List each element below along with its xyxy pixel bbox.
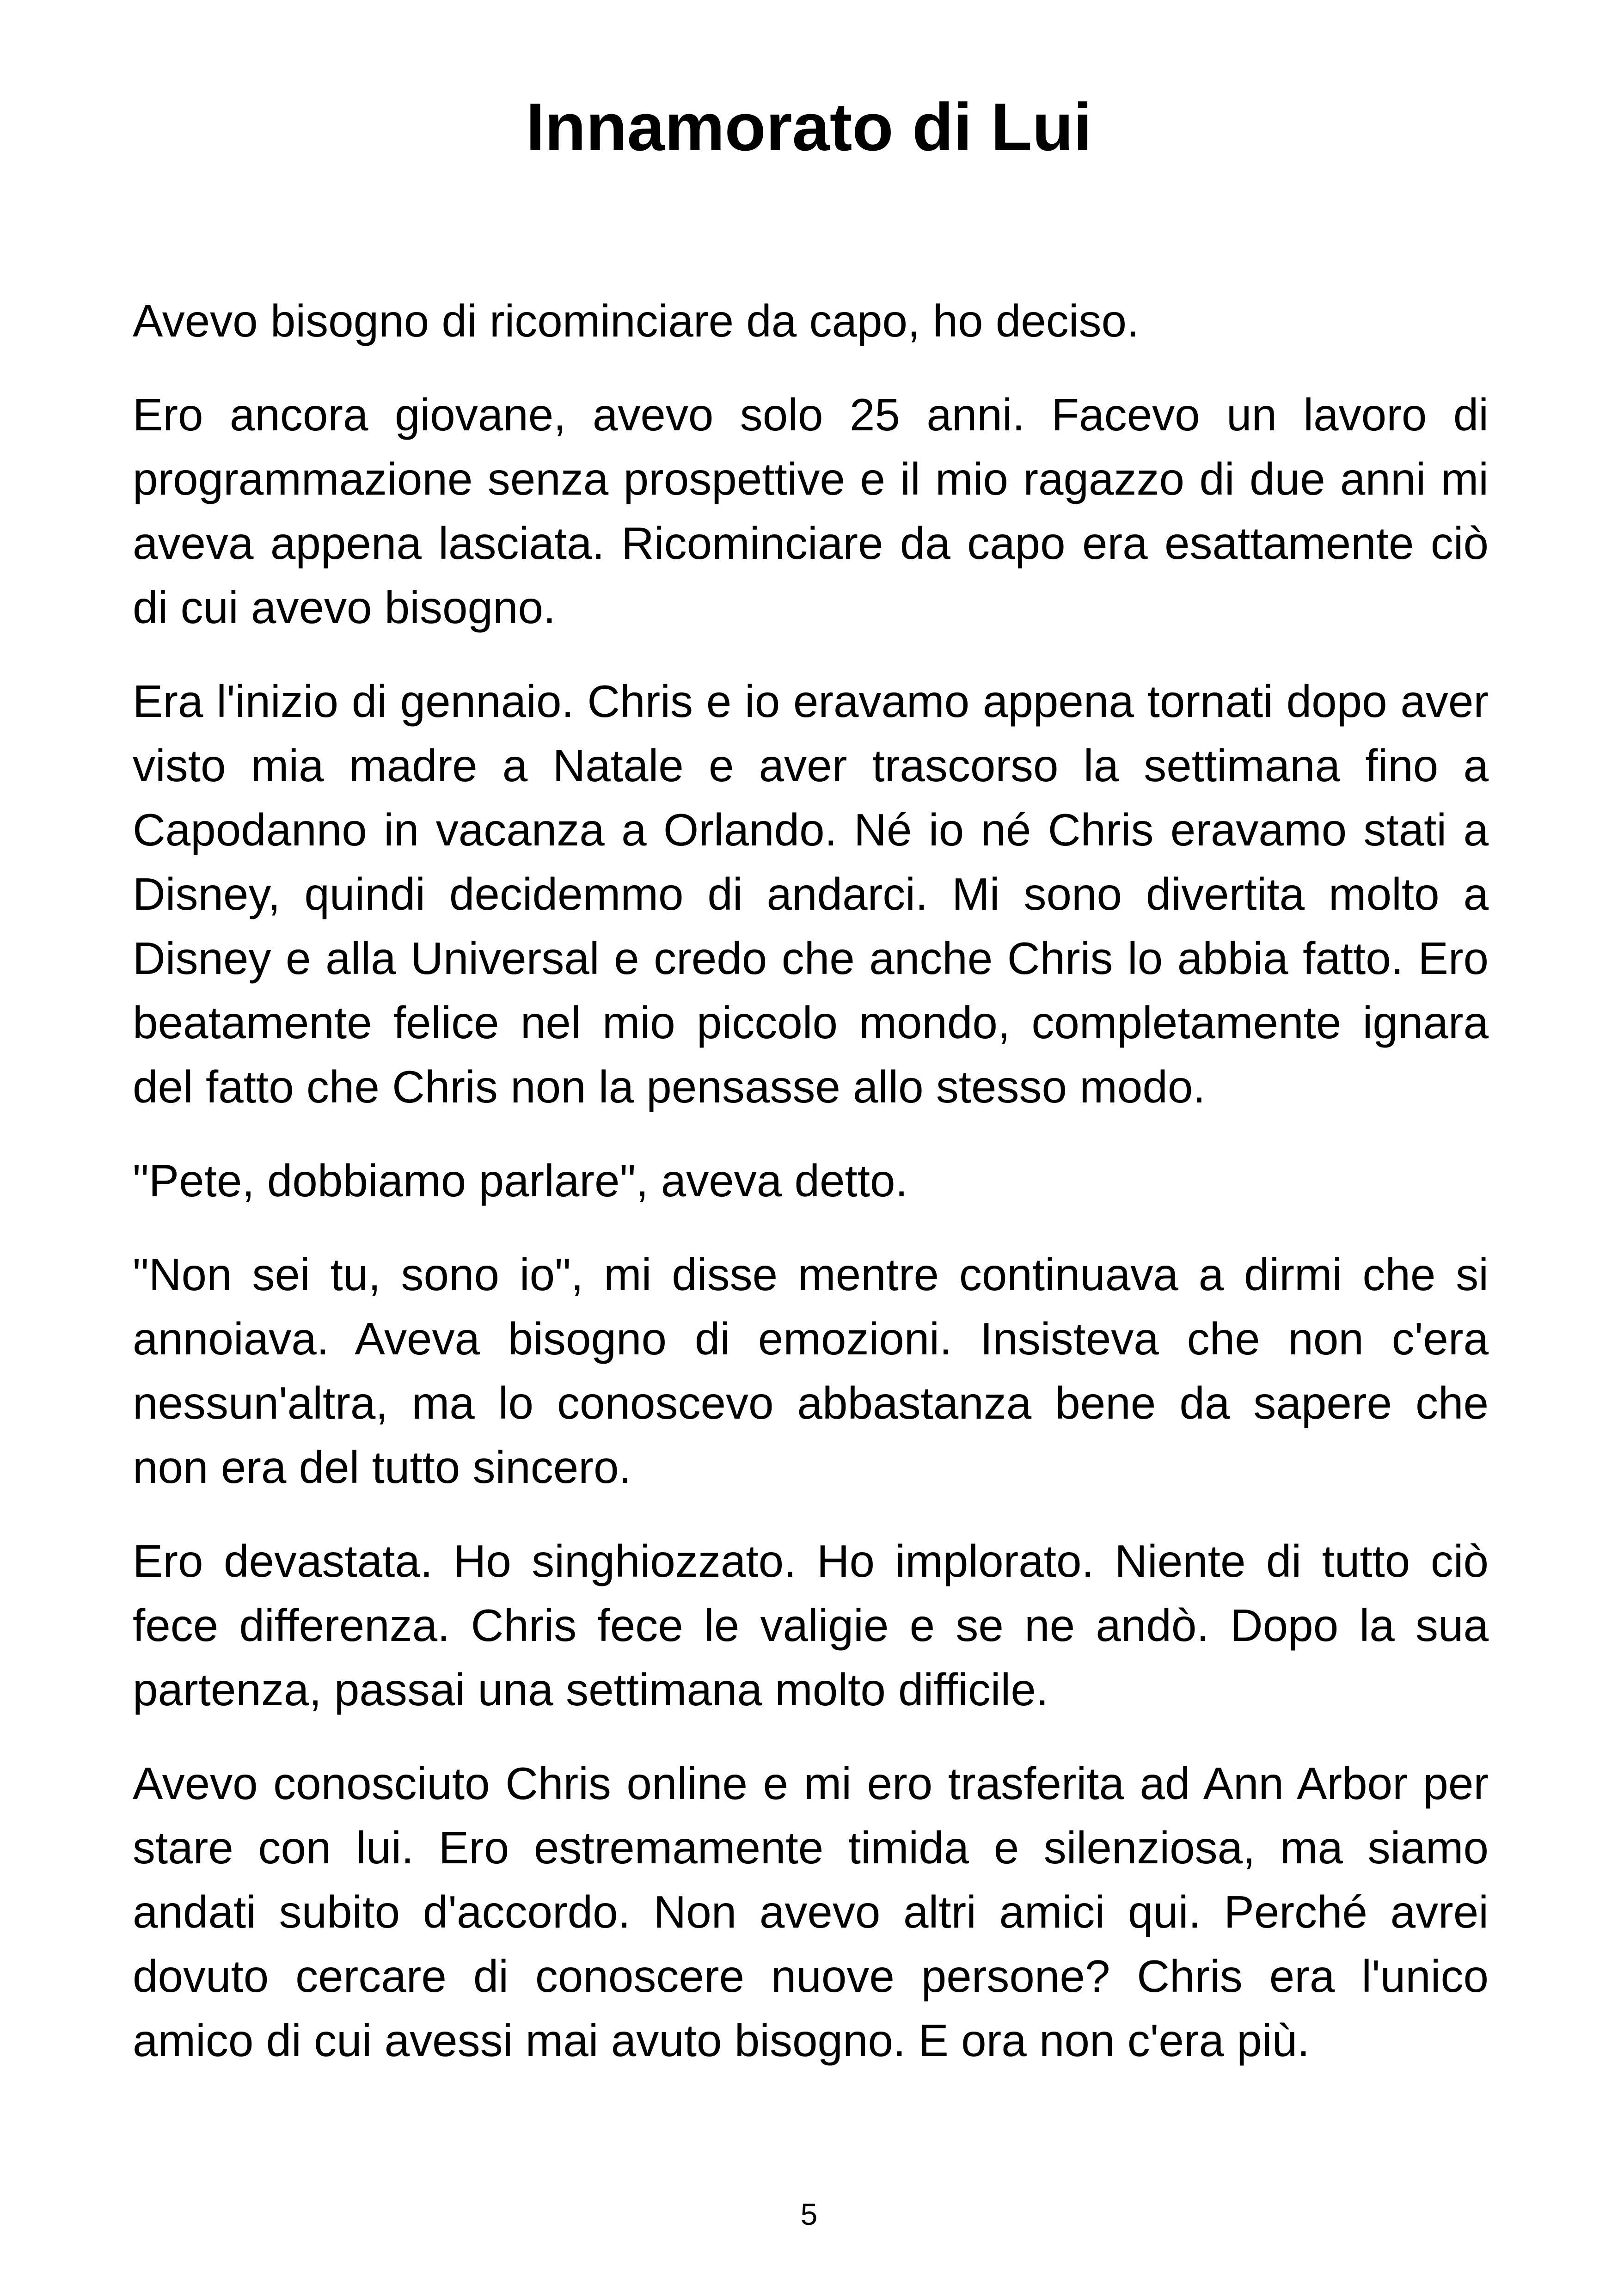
page-number: 5 [800, 2197, 818, 2231]
paragraph-6: Ero devastata. Ho singhiozzato. Ho implorato. Niente di tutto ciò fece differenza. Chris fece le valigie e se ne andò. Dopo la sua partenza, passai una settimana molto difficile. [133, 1536, 1489, 1715]
page-title: Innamorato di Lui [526, 89, 1092, 165]
body-text [133, 289, 1489, 2102]
paragraph-5: "Non sei tu, sono io", mi disse mentre continuava a dirmi che si annoiava. Aveva bisogno di emozioni. Insisteva che non c'era nessun'altra, ma lo conoscevo abbastanza bene da sapere che non era del tutto sincero. [133, 1249, 1489, 1493]
paragraph-7: Avevo conosciuto Chris online e mi ero trasferita ad Ann Arbor per stare con lui. Ero estremamente timida e silenziosa, ma siamo andati subito d'accordo. Non avevo altri amici qui. Perché avrei dovuto cercare di conoscere nuove persone? Chris era l'unico amico di cui avessi mai avuto bisogno. E ora non c'era più. [133, 1758, 1489, 2066]
paragraph-3: Era l'inizio di gennaio. Chris e io eravamo appena tornati dopo aver visto mia madre a Natale e aver trascorso la settimana fino a Capodanno in vacanza a Orlando. Né io né Chris eravamo stati a Disney, quindi decidemmo di andarci. Mi sono divertita molto a Disney e alla Universal e credo che anche Chris lo abbia fatto. Ero beatamente felice nel mio piccolo mondo, completamente ignara del fatto che Chris non la pensasse allo stesso modo. [133, 676, 1489, 1112]
paragraph-2: Ero ancora giovane, avevo solo 25 anni. Facevo un lavoro di programmazione senza prospettive e il mio ragazzo di due anni mi aveva appena lasciata. Ricominciare da capo era esattamente ciò di cui avevo bisogno. [133, 389, 1489, 633]
paragraph-4: "Pete, dobbiamo parlare", aveva detto. [133, 1155, 908, 1206]
paragraph-1: Avevo bisogno di ricominciare da capo, ho deciso. [133, 295, 1140, 346]
